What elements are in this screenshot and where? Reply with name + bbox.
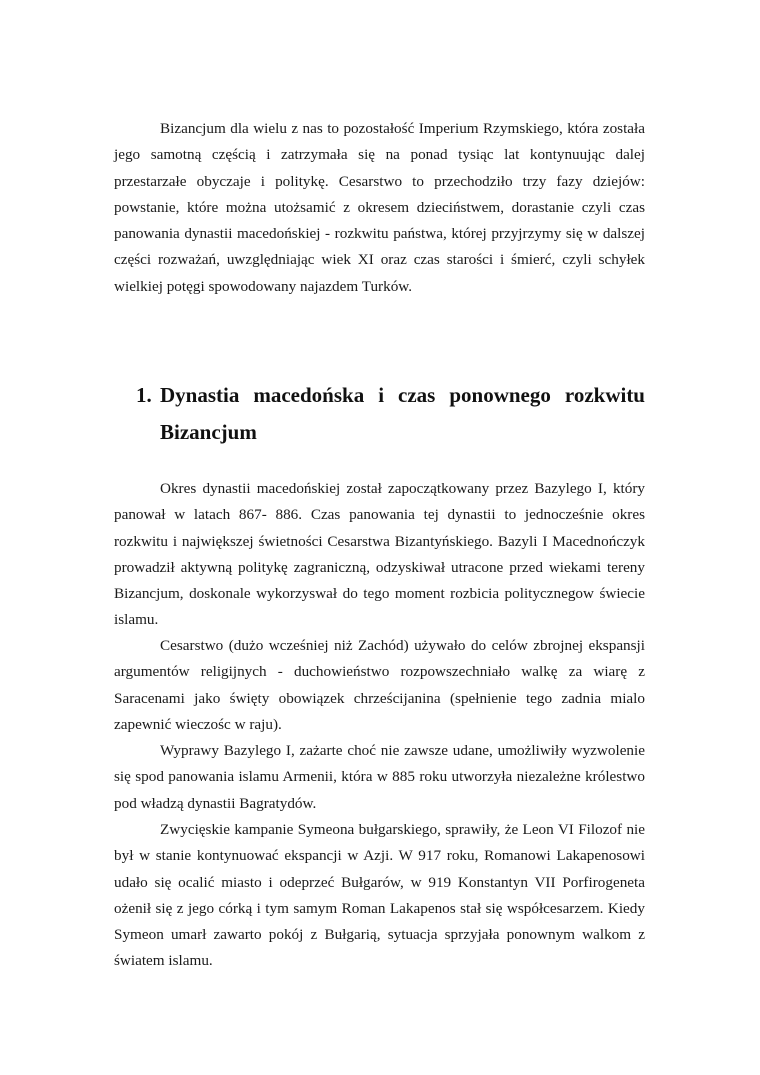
intro-paragraph: Bizancjum dla wielu z nas to pozostałość Imperium Rzymskiego, która została jego samotną częścią i zatrzymała się na ponad tysiąc lat kontynuując dalej przestarzałe obyczaje i politykę. Cesarstwo to przechodziło trzy fazy dziejów: powstanie, które można utożsamić z okresem dzieciństwem, dorastanie czyli czas panowania dynastii macedońskiej - rozkwitu państwa, której przyjrzymy się w dalszej części rozważań, uwzględniając wiek XI oraz czas starości i śmierć, czyli schyłek wielkiej potęgi spowodowany najazdem Turków. [114,120,645,295]
section-heading [136,377,645,451]
section-paragraph-4: Zwycięskie kampanie Symeona bułgarskiego, sprawiły, że Leon VI Filozof nie był w stanie kontynuować ekspancji w Azji. W 917 roku, Romanowi Lakapenosowi udało się ocalić miasto i odeprzeć Bułgarów, w 919 Konstantyn VII Porfirogeneta ożenił się z jego córką i tym samym Roman Lakapenos stał się współcesarzem. Kiedy Symeon umarł zawarto pokój z Bułgarią, sytuacja sprzyjała ponownym walkom z światem islamu. [114,821,645,970]
section-number: 1. [136,383,152,407]
section-paragraph-2: Cesarstwo (dużo wcześniej niż Zachód) używało do celów zbrojnej ekspansji argumentów religijnych - duchowieństwo rozpowszechniało walkę za wiarę z Saracenami jako święty obowiązek chrześcijanina (spełnienie tego zadnia mialo zapewnić wieczośc w raju). [114,637,645,733]
section-paragraph-1: Okres dynastii macedońskiej został zapoczątkowany przez Bazylego I, który panował w latach 867- 886. Czas panowania tej dynastii to jednocześnie okres rozkwitu i największej świetności Cesarstwa Bizantyńskiego. Bazyli I Macednończyk prowadził aktywną politykę zagraniczną, odzyskiwał utracone przed wiekami tereny Bizancjum, doskonale wykorzyswał do tego moment rozbicia politycznegow świecie islamu. [114,480,645,629]
section-paragraph-3: Wyprawy Bazylego I, zażarte choć nie zawsze udane, umożliwiły wyzwolenie się spod panowania islamu Armenii, która w 885 roku utworzyła niezależne królestwo pod władzą dynastii Bagratydów. [114,742,645,812]
section-title: Dynastia macedońska i czas ponownego rozkwitu Bizancjum [160,383,645,444]
